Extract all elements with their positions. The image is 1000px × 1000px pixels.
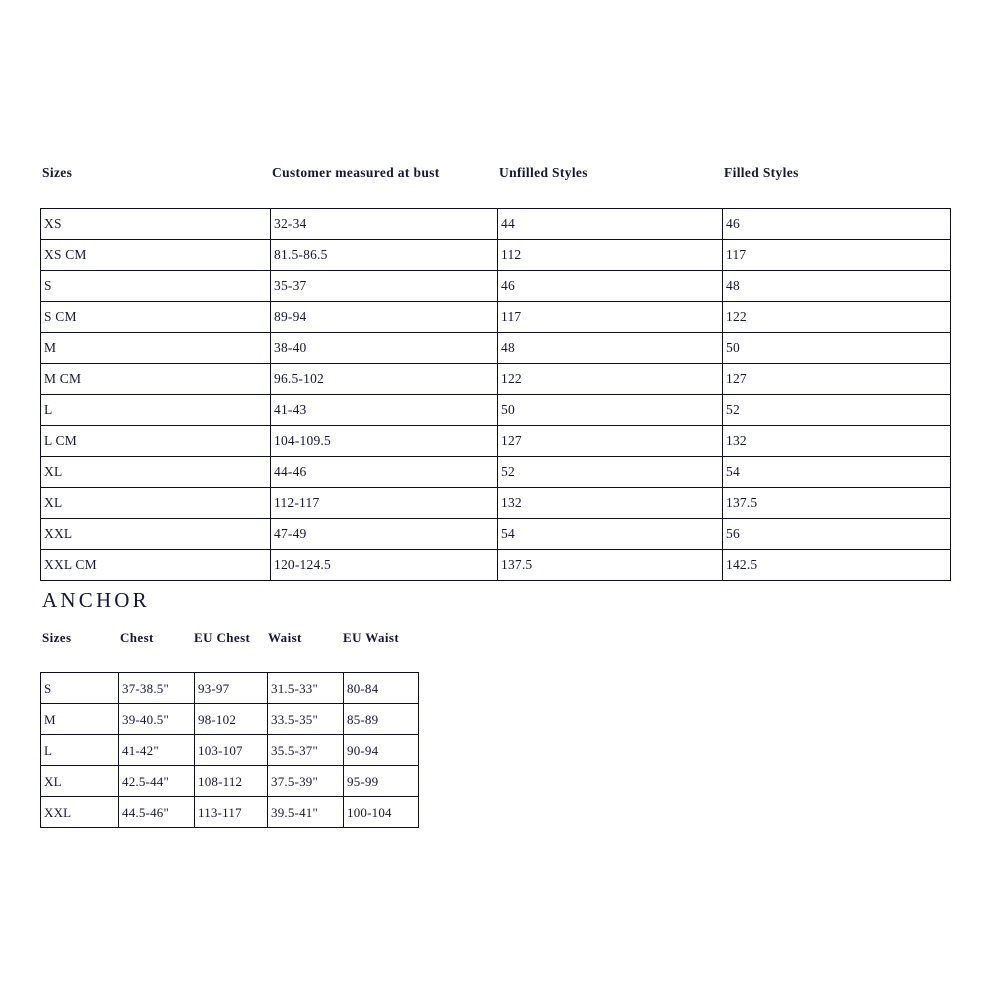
anchor-header-eu-chest: EU Chest bbox=[194, 630, 251, 645]
cell-unfilled: 48 bbox=[498, 333, 723, 364]
cell-chest: 44.5-46" bbox=[119, 797, 195, 828]
cell-bust: 81.5-86.5 bbox=[271, 240, 498, 271]
cell-bust: 112-117 bbox=[271, 488, 498, 519]
table-row bbox=[41, 333, 951, 364]
cell-size: M bbox=[41, 704, 119, 735]
cell-eu-waist: 100-104 bbox=[344, 797, 419, 828]
table-row bbox=[41, 797, 419, 828]
cell-chest: 41-42" bbox=[119, 735, 195, 766]
cell-filled: 132 bbox=[723, 426, 951, 457]
cell-filled: 52 bbox=[723, 395, 951, 426]
table-row bbox=[41, 395, 951, 426]
cell-size: XL bbox=[41, 766, 119, 797]
cell-bust: 96.5-102 bbox=[271, 364, 498, 395]
cell-filled: 117 bbox=[723, 240, 951, 271]
anchor-header-chest: Chest bbox=[120, 630, 154, 645]
table-row bbox=[41, 488, 951, 519]
cell-unfilled: 46 bbox=[498, 271, 723, 302]
cell-filled: 50 bbox=[723, 333, 951, 364]
cell-filled: 56 bbox=[723, 519, 951, 550]
cell-eu-waist: 80-84 bbox=[344, 673, 419, 704]
cell-size: M bbox=[41, 333, 271, 364]
cell-unfilled: 127 bbox=[498, 426, 723, 457]
cell-chest: 42.5-44" bbox=[119, 766, 195, 797]
cell-bust: 35-37 bbox=[271, 271, 498, 302]
cell-unfilled: 112 bbox=[498, 240, 723, 271]
table-row bbox=[41, 704, 419, 735]
cell-filled: 48 bbox=[723, 271, 951, 302]
size-table-section bbox=[40, 165, 950, 581]
anchor-header-eu-waist: EU Waist bbox=[343, 630, 400, 645]
cell-eu-chest: 108-112 bbox=[195, 766, 268, 797]
cell-filled: 137.5 bbox=[723, 488, 951, 519]
cell-size: L CM bbox=[41, 426, 271, 457]
size-table bbox=[40, 208, 951, 581]
cell-filled: 122 bbox=[723, 302, 951, 333]
cell-filled: 127 bbox=[723, 364, 951, 395]
cell-bust: 44-46 bbox=[271, 457, 498, 488]
cell-size: L bbox=[41, 735, 119, 766]
cell-size: XS CM bbox=[41, 240, 271, 271]
table-row bbox=[41, 519, 951, 550]
cell-eu-chest: 93-97 bbox=[195, 673, 268, 704]
anchor-header-waist: Waist bbox=[268, 630, 302, 645]
cell-filled: 54 bbox=[723, 457, 951, 488]
table-row bbox=[41, 302, 951, 333]
cell-size: XS bbox=[41, 209, 271, 240]
cell-bust: 41-43 bbox=[271, 395, 498, 426]
anchor-section-title: ANCHOR bbox=[42, 588, 150, 612]
cell-bust: 104-109.5 bbox=[271, 426, 498, 457]
cell-bust: 89-94 bbox=[271, 302, 498, 333]
table-row bbox=[41, 240, 951, 271]
cell-bust: 47-49 bbox=[271, 519, 498, 550]
cell-size: S bbox=[41, 271, 271, 302]
cell-bust: 120-124.5 bbox=[271, 550, 498, 581]
cell-waist: 31.5-33" bbox=[268, 673, 344, 704]
anchor-table-header-row bbox=[40, 630, 418, 672]
cell-eu-chest: 113-117 bbox=[195, 797, 268, 828]
anchor-table-body bbox=[41, 673, 419, 828]
cell-unfilled: 44 bbox=[498, 209, 723, 240]
anchor-table bbox=[40, 672, 419, 828]
cell-filled: 142.5 bbox=[723, 550, 951, 581]
cell-size: XL bbox=[41, 457, 271, 488]
cell-filled: 46 bbox=[723, 209, 951, 240]
table-row bbox=[41, 271, 951, 302]
table-row bbox=[41, 426, 951, 457]
cell-size: S CM bbox=[41, 302, 271, 333]
cell-size: XXL bbox=[41, 519, 271, 550]
table-row bbox=[41, 735, 419, 766]
cell-unfilled: 137.5 bbox=[498, 550, 723, 581]
cell-eu-waist: 90-94 bbox=[344, 735, 419, 766]
cell-bust: 32-34 bbox=[271, 209, 498, 240]
anchor-header-sizes: Sizes bbox=[42, 630, 72, 645]
cell-unfilled: 132 bbox=[498, 488, 723, 519]
table-row bbox=[41, 766, 419, 797]
cell-size: S bbox=[41, 673, 119, 704]
cell-eu-chest: 98-102 bbox=[195, 704, 268, 735]
size-table-header-sizes: Sizes bbox=[42, 165, 73, 180]
cell-size: M CM bbox=[41, 364, 271, 395]
cell-unfilled: 52 bbox=[498, 457, 723, 488]
cell-size: L bbox=[41, 395, 271, 426]
anchor-table-section bbox=[40, 630, 418, 828]
table-row bbox=[41, 209, 951, 240]
size-table-header-unfilled: Unfilled Styles bbox=[499, 165, 588, 180]
cell-unfilled: 117 bbox=[498, 302, 723, 333]
table-row bbox=[41, 673, 419, 704]
table-row bbox=[41, 364, 951, 395]
cell-waist: 39.5-41" bbox=[268, 797, 344, 828]
cell-unfilled: 122 bbox=[498, 364, 723, 395]
size-table-header-filled: Filled Styles bbox=[724, 165, 799, 180]
cell-waist: 35.5-37" bbox=[268, 735, 344, 766]
cell-size: XL bbox=[41, 488, 271, 519]
cell-eu-waist: 85-89 bbox=[344, 704, 419, 735]
table-row bbox=[41, 550, 951, 581]
size-table-header-row bbox=[40, 165, 950, 208]
cell-size: XXL bbox=[41, 797, 119, 828]
size-table-body bbox=[41, 209, 951, 581]
cell-waist: 33.5-35" bbox=[268, 704, 344, 735]
cell-chest: 39-40.5" bbox=[119, 704, 195, 735]
cell-unfilled: 50 bbox=[498, 395, 723, 426]
cell-size: XXL CM bbox=[41, 550, 271, 581]
cell-eu-chest: 103-107 bbox=[195, 735, 268, 766]
size-table-header-bust: Customer measured at bust bbox=[272, 165, 440, 180]
cell-eu-waist: 95-99 bbox=[344, 766, 419, 797]
cell-waist: 37.5-39" bbox=[268, 766, 344, 797]
cell-bust: 38-40 bbox=[271, 333, 498, 364]
cell-unfilled: 54 bbox=[498, 519, 723, 550]
table-row bbox=[41, 457, 951, 488]
cell-chest: 37-38.5" bbox=[119, 673, 195, 704]
